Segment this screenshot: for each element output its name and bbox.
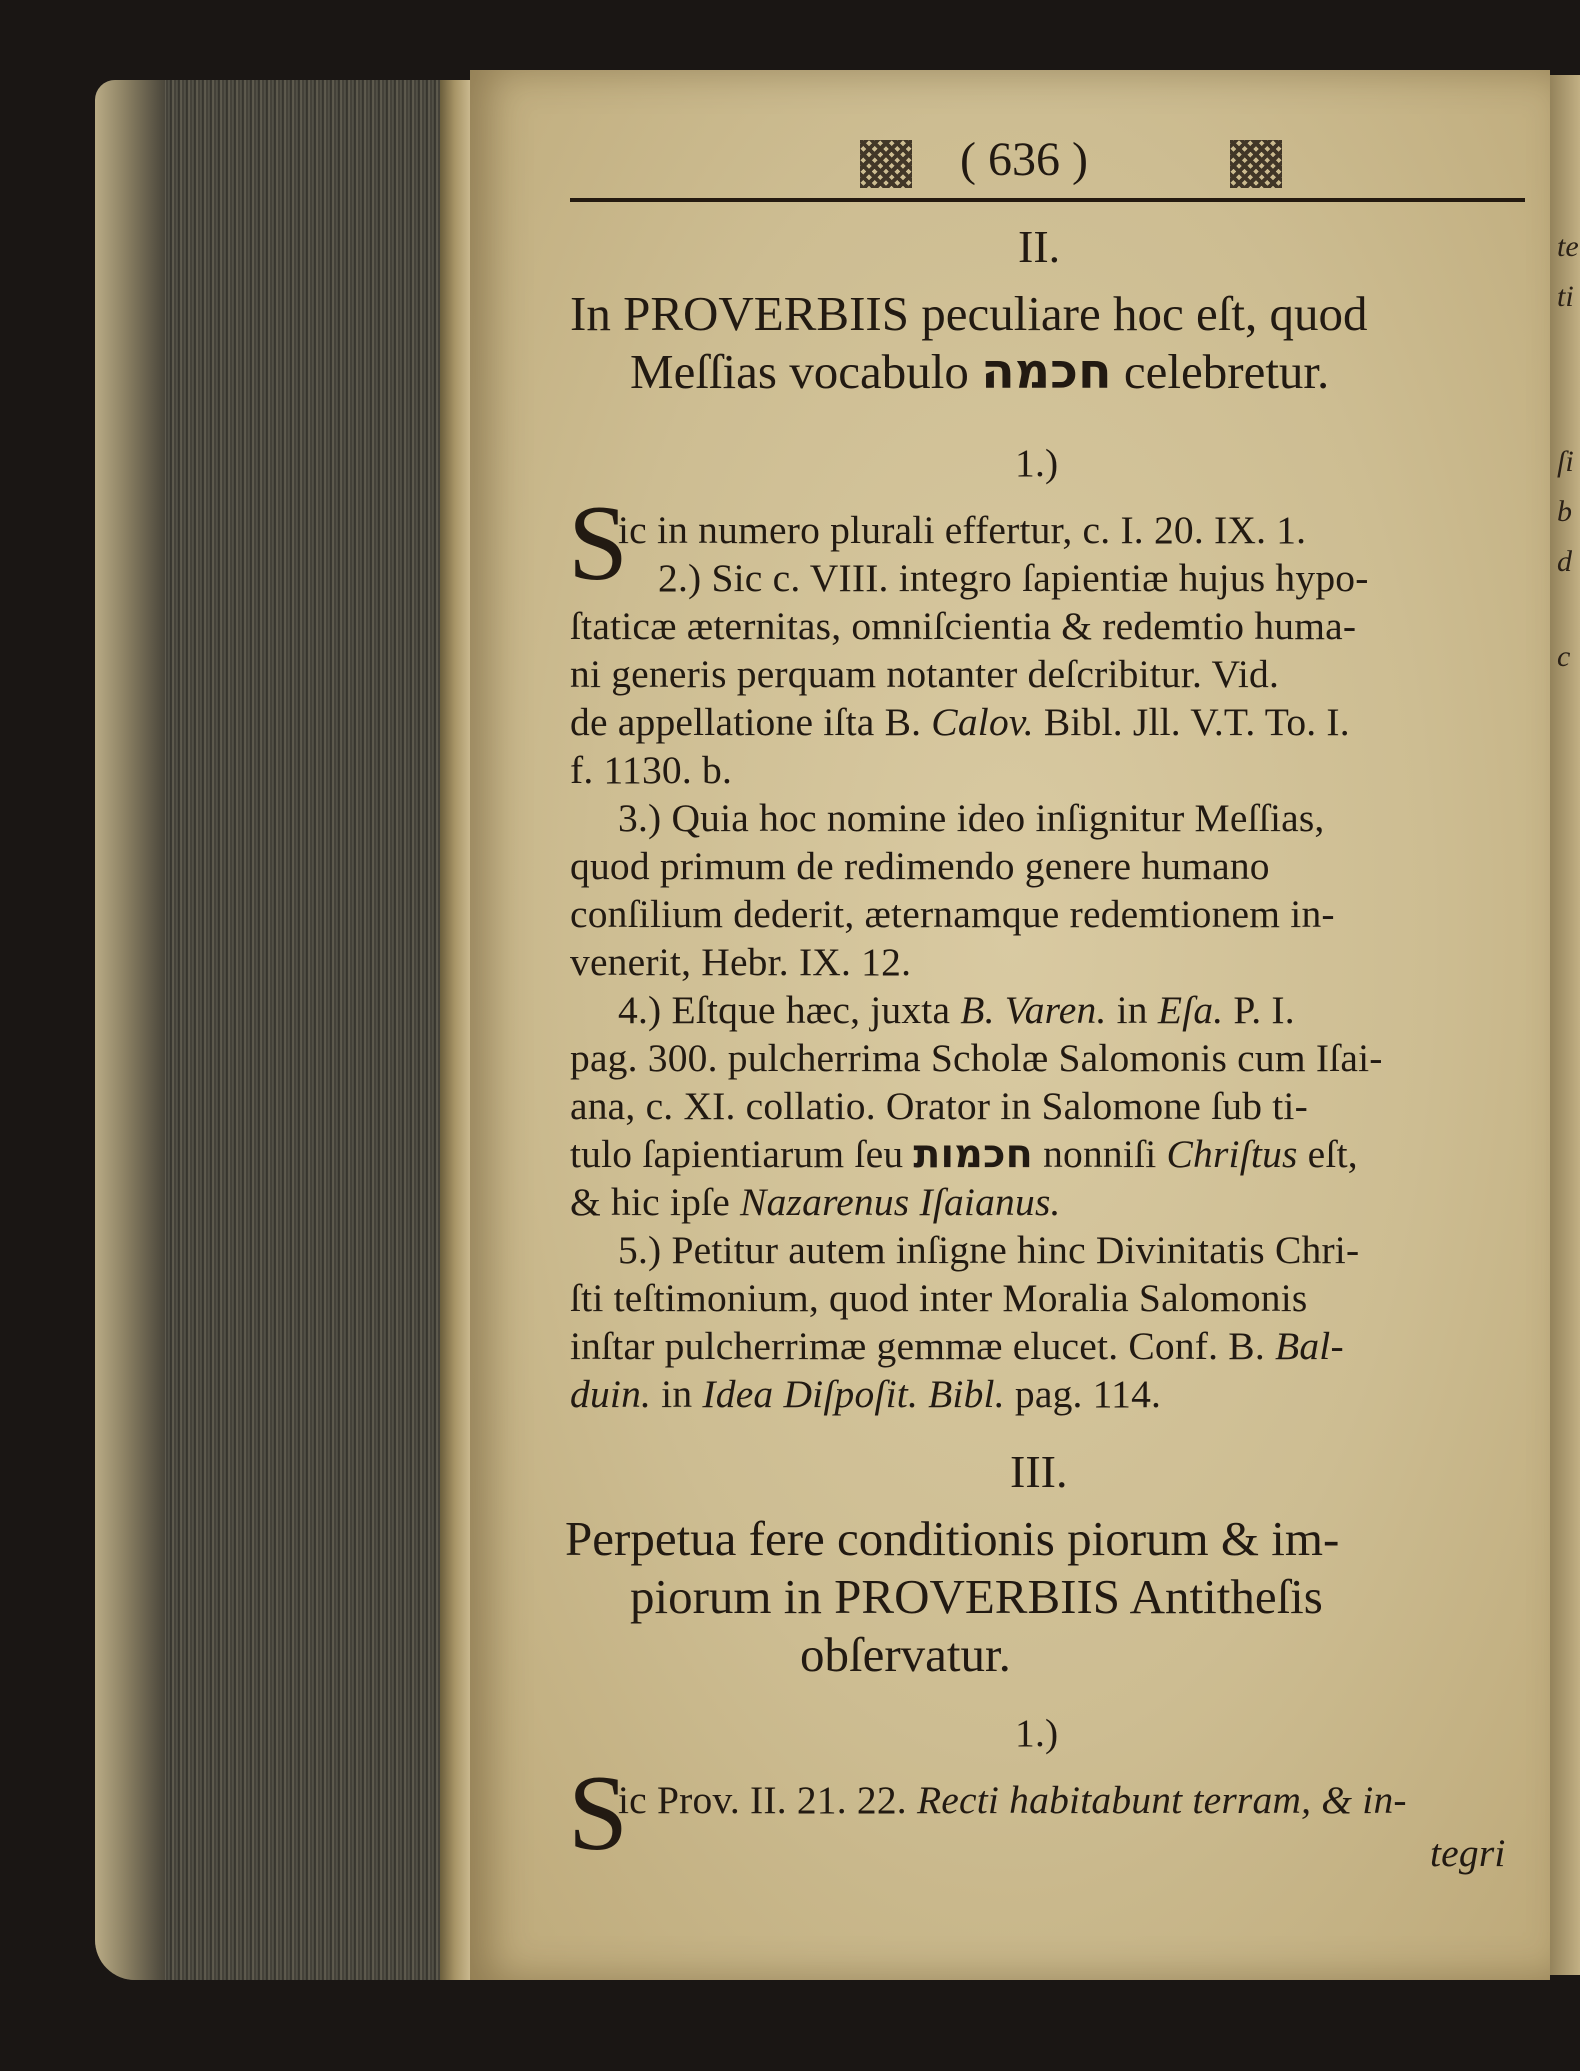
section-number: III. bbox=[1010, 1446, 1068, 1497]
facing-page-edge bbox=[1545, 75, 1580, 1975]
text-line: venerit, Hebr. IX. 12. bbox=[570, 940, 912, 984]
section-number: II. bbox=[1018, 221, 1061, 272]
subsection-number: 1.) bbox=[1015, 441, 1059, 485]
text-line: tulo ſapientiarum ſeu חכמות nonniſi Chriſtus eſt, bbox=[570, 1131, 1358, 1177]
drop-cap: S bbox=[568, 1754, 629, 1873]
text-line: duin. in Idea Diſpoſit. Bibl. pag. 114. bbox=[570, 1372, 1162, 1416]
section-heading-line: obſervatur. bbox=[800, 1627, 1011, 1682]
text-line: ic Prov. II. 21. 22. Recti habitabunt terram, & in- bbox=[618, 1778, 1407, 1822]
text-line: pag. 300. pulcherrima Scholæ Salomonis cum Iſai- bbox=[570, 1036, 1383, 1080]
text-line: & hic ipſe Nazarenus Iſaianus. bbox=[570, 1180, 1061, 1224]
text-line: 5.) Petitur autem inſigne hinc Divinitatis Chri- bbox=[618, 1228, 1360, 1272]
text-line: ic in numero plurali effertur, c. I. 20. IX. 1. bbox=[618, 508, 1307, 552]
section-heading-line: piorum in PROVERBIIS Antitheſis bbox=[630, 1569, 1323, 1624]
page-number: ( 636 ) bbox=[960, 133, 1088, 186]
text-line: 3.) Quia hoc nomine ideo inſignitur Meſſias, bbox=[618, 796, 1325, 840]
header-rule bbox=[570, 198, 1525, 202]
catchword: tegri bbox=[1430, 1831, 1506, 1875]
ornament-icon bbox=[1230, 140, 1282, 188]
text-line: ſti teſtimonium, quod inter Moralia Salomonis bbox=[570, 1276, 1308, 1320]
page-gutter bbox=[440, 80, 470, 1980]
text-line: quod primum de redimendo genere humano bbox=[570, 844, 1270, 888]
section-heading-line: Perpetua fere conditionis piorum & im- bbox=[565, 1511, 1340, 1566]
text-line: ni generis perquam notanter deſcribitur. Vid. bbox=[570, 652, 1280, 696]
text-line: 2.) Sic c. VIII. integro ſapientiæ hujus hypo- bbox=[658, 556, 1369, 600]
text-line: f. 1130. b. bbox=[570, 748, 733, 792]
text-line: ana, c. XI. collatio. Orator in Salomone ſub ti- bbox=[570, 1084, 1308, 1128]
text-line: inſtar pulcherrimæ gemmæ elucet. Conf. B. Bal- bbox=[570, 1324, 1344, 1368]
text-line: conſilium dederit, æternamque redemtionem in- bbox=[570, 892, 1335, 936]
facing-fragment: b bbox=[1557, 495, 1572, 528]
text-line: de appellatione iſta B. Calov. Bibl. Jll. V.T. To. I. bbox=[570, 700, 1350, 744]
facing-fragment: c bbox=[1557, 640, 1571, 673]
section-heading-line: Meſſias vocabulo חכמה celebretur. bbox=[630, 343, 1330, 400]
ornament-icon bbox=[860, 140, 912, 188]
text-line: 4.) Eſtque hæc, juxta B. Varen. in Eſa. P. I. bbox=[618, 988, 1295, 1032]
drop-cap: S bbox=[568, 484, 629, 603]
text-line: ſtaticæ æternitas, omniſcientia & redemtio huma- bbox=[570, 604, 1357, 648]
facing-fragment: ti bbox=[1557, 280, 1574, 313]
facing-fragment: te bbox=[1557, 230, 1579, 263]
facing-fragment: ſi bbox=[1557, 445, 1574, 478]
book-cover-edge bbox=[95, 80, 165, 1980]
book-page bbox=[470, 70, 1550, 1980]
subsection-number: 1.) bbox=[1015, 1711, 1059, 1755]
section-heading-line: In PROVERBIIS peculiare hoc eſt, quod bbox=[570, 286, 1368, 341]
facing-fragment: d bbox=[1557, 545, 1572, 578]
